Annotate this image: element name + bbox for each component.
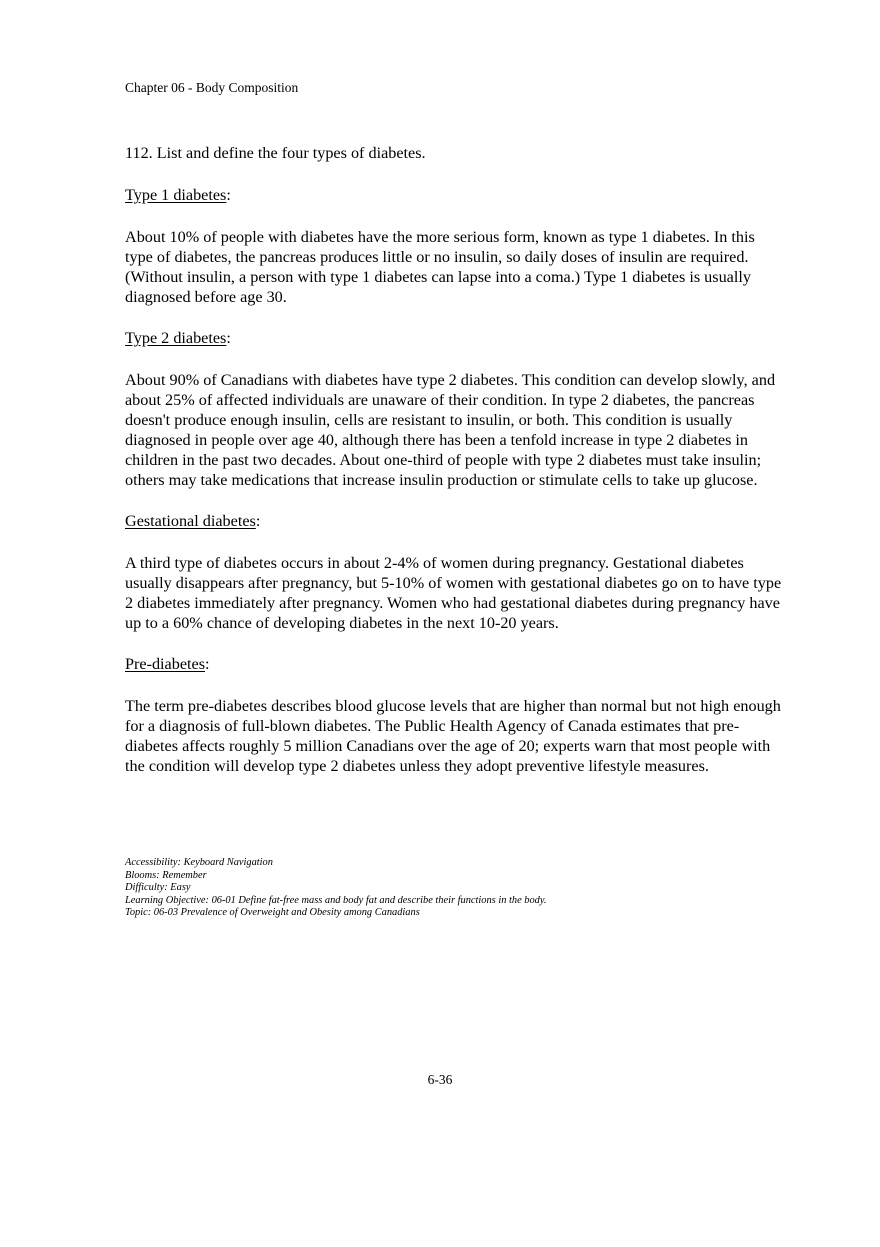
meta-difficulty: Difficulty: Easy <box>125 882 191 894</box>
section-type-2-diabetes <box>125 328 785 490</box>
meta-topic: Topic: 06-03 Prevalence of Overweight and Obesity among Canadians <box>125 907 420 919</box>
page-content <box>125 143 785 797</box>
section-heading-label: Pre-diabetes <box>125 655 206 673</box>
section-heading-gestational <box>125 511 785 531</box>
question-text: 112. List and define the four types of diabetes. <box>125 144 426 162</box>
section-gestational-diabetes <box>125 511 785 633</box>
section-heading-type-2 <box>125 328 785 348</box>
meta-accessibility: Accessibility: Keyboard Navigation <box>125 857 273 868</box>
section-body-type-2: About 90% of Canadians with diabetes have type 2 diabetes. This condition can develop slowly, and about 25% of affected individuals are unaware of their condition. In type 2 diabetes, the pancreas doesn't produce enough insulin, cells are resistant to insulin, or both. This condition is usually diagnosed in people over age 40, although there has been a tenfold increase in type 2 diabetes in children in the past two decades. About one-third of people with type 2 diabetes must take insulin; others may take medications that increase insulin production or stimulate cells to take up glucose. <box>125 371 776 489</box>
section-body-gestational: A third type of diabetes occurs in about 2-4% of women during pregnancy. Gestational diabetes usually disappears after pregnancy, but 5-10% of women with gestational diabetes go on to have type 2 diabetes immediately after pregnancy. Women who had gestational diabetes during pregnancy have up to a 60% chance of developing diabetes in the next 10-20 years. <box>125 554 782 632</box>
meta-learning-objective: Learning Objective: 06-01 Define fat-free mass and body fat and describe their functions in the body. <box>125 894 547 906</box>
question-metadata <box>125 857 547 920</box>
page-header: Chapter 06 - Body Composition <box>125 80 299 95</box>
page-number: 6-36 <box>427 1072 453 1087</box>
section-heading-colon: : <box>226 186 231 204</box>
section-heading-label: Gestational diabetes <box>125 512 256 530</box>
section-heading-colon: : <box>205 655 210 673</box>
section-heading-label: Type 1 diabetes <box>125 186 227 204</box>
section-body-pre-diabetes: The term pre-diabetes describes blood glucose levels that are higher than normal but not high enough for a diagnosis of full-blown diabetes. The Public Health Agency of Canada estimates that pre-diabetes affects roughly 5 million Canadians over the age of 20; experts warn that most people with the condition will develop type 2 diabetes unless they adopt preventive lifestyle measures. <box>125 697 781 775</box>
section-heading-pre-diabetes <box>125 654 785 674</box>
section-type-1-diabetes <box>125 185 785 307</box>
section-body-type-1: About 10% of people with diabetes have the more serious form, known as type 1 diabetes. In this type of diabetes, the pancreas produces little or no insulin, so daily doses of insulin are required. (Without insulin, a person with type 1 diabetes can lapse into a coma.) Type 1 diabetes is usually diagnosed before age 30. <box>125 228 755 306</box>
section-heading-colon: : <box>226 329 231 347</box>
section-heading-type-1 <box>125 185 785 205</box>
section-pre-diabetes <box>125 654 785 776</box>
section-heading-label: Type 2 diabetes <box>125 329 227 347</box>
meta-blooms: Blooms: Remember <box>125 869 207 881</box>
section-heading-colon: : <box>255 512 261 530</box>
